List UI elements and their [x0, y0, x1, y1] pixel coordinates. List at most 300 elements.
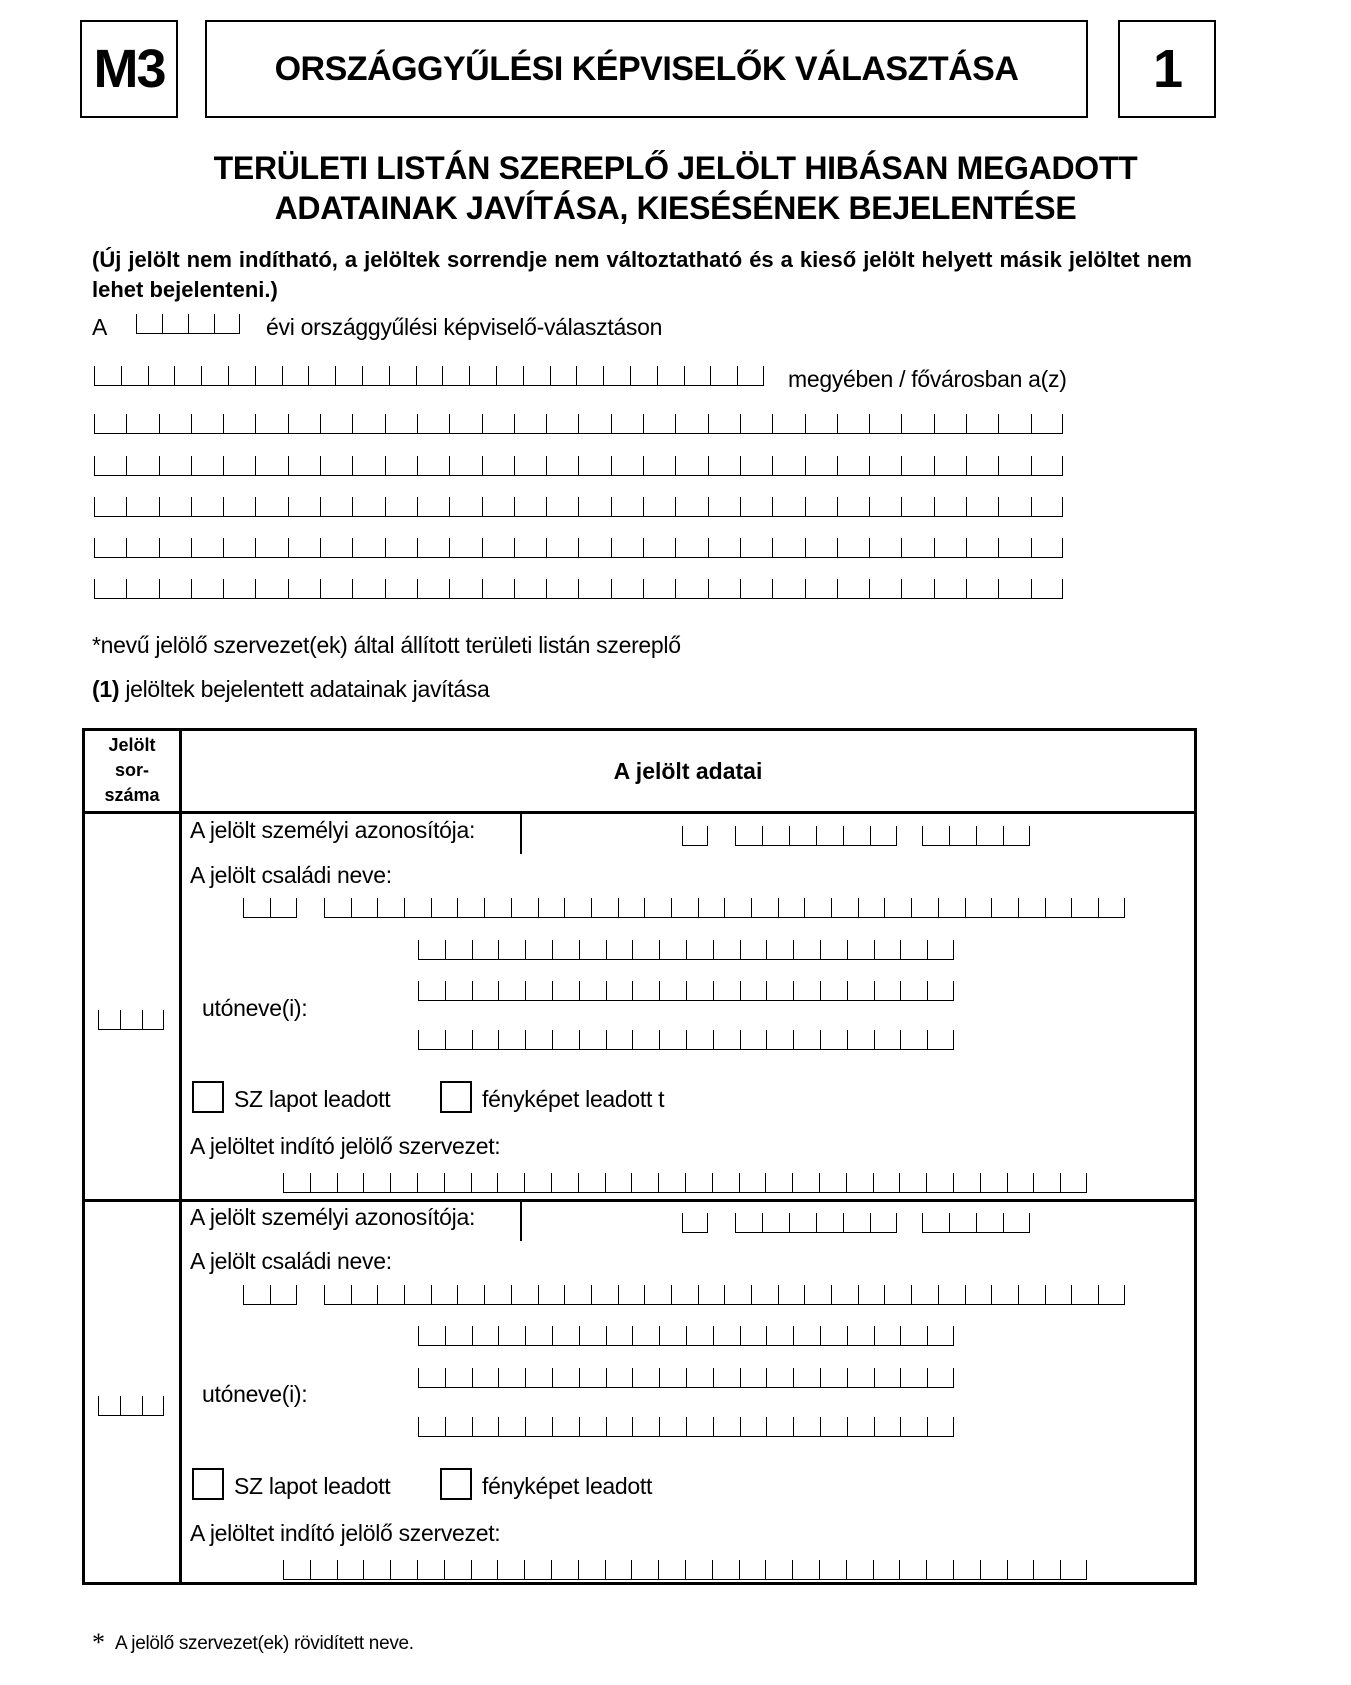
character-cell[interactable] — [552, 1417, 579, 1437]
character-cell[interactable] — [901, 456, 933, 476]
character-cell[interactable] — [712, 1560, 739, 1580]
character-cell[interactable] — [644, 898, 671, 918]
character-cell[interactable] — [740, 1030, 767, 1050]
character-cell[interactable] — [926, 1560, 953, 1580]
candidate-2-id-input-c[interactable] — [922, 1213, 1030, 1233]
character-cell[interactable] — [578, 1173, 605, 1193]
character-cell[interactable] — [94, 538, 126, 558]
character-cell[interactable] — [686, 1030, 713, 1050]
character-cell[interactable] — [805, 579, 837, 599]
candidate-1-id-input-c[interactable] — [922, 826, 1030, 846]
candidate-2-photo-checkbox[interactable] — [440, 1468, 472, 1500]
character-cell[interactable] — [631, 1560, 658, 1580]
character-cell[interactable] — [603, 366, 630, 386]
character-cell[interactable] — [469, 366, 496, 386]
character-cell[interactable] — [965, 1285, 992, 1305]
character-cell[interactable] — [94, 497, 126, 517]
county-input[interactable] — [94, 366, 764, 386]
character-cell[interactable] — [772, 456, 804, 476]
character-cell[interactable] — [820, 1417, 847, 1437]
character-cell[interactable] — [671, 898, 698, 918]
character-cell[interactable] — [404, 898, 431, 918]
character-cell[interactable] — [643, 497, 675, 517]
character-cell[interactable] — [1007, 1173, 1034, 1193]
character-cell[interactable] — [472, 1030, 499, 1050]
character-cell[interactable] — [611, 538, 643, 558]
character-cell[interactable] — [618, 1285, 645, 1305]
character-cell[interactable] — [1098, 898, 1125, 918]
character-cell[interactable] — [201, 366, 228, 386]
character-cell[interactable] — [576, 366, 603, 386]
character-cell[interactable] — [991, 898, 1018, 918]
character-cell[interactable] — [740, 1417, 767, 1437]
character-cell[interactable] — [611, 414, 643, 434]
character-cell[interactable] — [837, 456, 869, 476]
character-cell[interactable] — [874, 940, 901, 960]
character-cell[interactable] — [805, 414, 837, 434]
character-cell[interactable] — [632, 1030, 659, 1050]
character-cell[interactable] — [352, 538, 384, 558]
candidate-2-sz-checkbox[interactable] — [192, 1468, 224, 1500]
character-cell[interactable] — [142, 1010, 164, 1030]
character-cell[interactable] — [874, 1326, 901, 1346]
character-cell[interactable] — [223, 456, 255, 476]
character-cell[interactable] — [471, 1173, 498, 1193]
character-cell[interactable] — [310, 1560, 337, 1580]
character-cell[interactable] — [846, 1173, 873, 1193]
character-cell[interactable] — [385, 414, 417, 434]
character-cell[interactable] — [418, 1326, 445, 1346]
character-cell[interactable] — [1071, 898, 1098, 918]
character-cell[interactable] — [632, 1368, 659, 1388]
candidate-2-given-input-2[interactable] — [418, 1368, 954, 1388]
character-cell[interactable] — [498, 1030, 525, 1050]
candidate-1-given-input-1[interactable] — [418, 940, 954, 960]
character-cell[interactable] — [484, 1285, 511, 1305]
character-cell[interactable] — [514, 538, 546, 558]
character-cell[interactable] — [934, 497, 966, 517]
character-cell[interactable] — [538, 898, 565, 918]
character-cell[interactable] — [243, 1285, 270, 1305]
character-cell[interactable] — [805, 497, 837, 517]
character-cell[interactable] — [255, 456, 287, 476]
character-cell[interactable] — [445, 1326, 472, 1346]
character-cell[interactable] — [579, 1417, 606, 1437]
character-cell[interactable] — [578, 414, 610, 434]
character-cell[interactable] — [606, 1030, 633, 1050]
character-cell[interactable] — [927, 1030, 954, 1050]
character-cell[interactable] — [418, 1030, 445, 1050]
character-cell[interactable] — [998, 579, 1030, 599]
character-cell[interactable] — [511, 1285, 538, 1305]
character-cell[interactable] — [900, 1326, 927, 1346]
character-cell[interactable] — [966, 579, 998, 599]
character-cell[interactable] — [1031, 497, 1063, 517]
character-cell[interactable] — [934, 579, 966, 599]
character-cell[interactable] — [934, 456, 966, 476]
character-cell[interactable] — [255, 579, 287, 599]
character-cell[interactable] — [606, 1368, 633, 1388]
character-cell[interactable] — [820, 1368, 847, 1388]
character-cell[interactable] — [310, 1173, 337, 1193]
character-cell[interactable] — [174, 366, 201, 386]
character-cell[interactable] — [870, 1213, 897, 1233]
character-cell[interactable] — [927, 1368, 954, 1388]
character-cell[interactable] — [671, 1285, 698, 1305]
character-cell[interactable] — [191, 414, 223, 434]
character-cell[interactable] — [820, 1326, 847, 1346]
character-cell[interactable] — [713, 1326, 740, 1346]
character-cell[interactable] — [766, 1368, 793, 1388]
character-cell[interactable] — [498, 940, 525, 960]
character-cell[interactable] — [724, 898, 751, 918]
character-cell[interactable] — [363, 1560, 390, 1580]
character-cell[interactable] — [482, 456, 514, 476]
character-cell[interactable] — [998, 538, 1030, 558]
organization-name-input-2[interactable] — [94, 456, 1063, 476]
character-cell[interactable] — [497, 1560, 524, 1580]
character-cell[interactable] — [1033, 1173, 1060, 1193]
character-cell[interactable] — [938, 898, 965, 918]
character-cell[interactable] — [288, 538, 320, 558]
character-cell[interactable] — [739, 1173, 766, 1193]
character-cell[interactable] — [643, 414, 675, 434]
year-input[interactable] — [136, 314, 240, 334]
character-cell[interactable] — [444, 1173, 471, 1193]
character-cell[interactable] — [498, 1417, 525, 1437]
character-cell[interactable] — [94, 456, 126, 476]
character-cell[interactable] — [288, 497, 320, 517]
character-cell[interactable] — [417, 538, 449, 558]
character-cell[interactable] — [496, 366, 523, 386]
character-cell[interactable] — [449, 579, 481, 599]
character-cell[interactable] — [148, 366, 175, 386]
character-cell[interactable] — [766, 1326, 793, 1346]
character-cell[interactable] — [686, 940, 713, 960]
character-cell[interactable] — [874, 1030, 901, 1050]
character-cell[interactable] — [911, 1285, 938, 1305]
character-cell[interactable] — [188, 314, 214, 334]
character-cell[interactable] — [991, 1285, 1018, 1305]
character-cell[interactable] — [578, 1560, 605, 1580]
character-cell[interactable] — [976, 1213, 1003, 1233]
character-cell[interactable] — [191, 538, 223, 558]
character-cell[interactable] — [911, 898, 938, 918]
character-cell[interactable] — [121, 366, 148, 386]
character-cell[interactable] — [686, 981, 713, 1001]
character-cell[interactable] — [685, 1173, 712, 1193]
character-cell[interactable] — [1060, 1173, 1087, 1193]
character-cell[interactable] — [708, 456, 740, 476]
character-cell[interactable] — [98, 1396, 120, 1416]
character-cell[interactable] — [843, 826, 870, 846]
character-cell[interactable] — [805, 456, 837, 476]
character-cell[interactable] — [416, 366, 443, 386]
character-cell[interactable] — [417, 1173, 444, 1193]
character-cell[interactable] — [766, 1030, 793, 1050]
character-cell[interactable] — [159, 538, 191, 558]
character-cell[interactable] — [965, 898, 992, 918]
character-cell[interactable] — [445, 1368, 472, 1388]
character-cell[interactable] — [136, 314, 162, 334]
character-cell[interactable] — [998, 456, 1030, 476]
character-cell[interactable] — [578, 456, 610, 476]
character-cell[interactable] — [472, 1326, 499, 1346]
character-cell[interactable] — [552, 1030, 579, 1050]
character-cell[interactable] — [938, 1285, 965, 1305]
character-cell[interactable] — [847, 1368, 874, 1388]
character-cell[interactable] — [472, 1368, 499, 1388]
character-cell[interactable] — [792, 1173, 819, 1193]
character-cell[interactable] — [579, 981, 606, 1001]
character-cell[interactable] — [675, 538, 707, 558]
character-cell[interactable] — [223, 414, 255, 434]
character-cell[interactable] — [484, 898, 511, 918]
character-cell[interactable] — [927, 940, 954, 960]
candidate-1-id-input-b[interactable] — [735, 826, 897, 846]
character-cell[interactable] — [1045, 898, 1072, 918]
character-cell[interactable] — [751, 898, 778, 918]
character-cell[interactable] — [766, 1417, 793, 1437]
character-cell[interactable] — [858, 1285, 885, 1305]
character-cell[interactable] — [471, 1560, 498, 1580]
candidate-1-sequence-input[interactable] — [98, 1010, 164, 1030]
character-cell[interactable] — [793, 940, 820, 960]
character-cell[interactable] — [498, 981, 525, 1001]
character-cell[interactable] — [444, 1560, 471, 1580]
character-cell[interactable] — [288, 579, 320, 599]
character-cell[interactable] — [525, 1030, 552, 1050]
character-cell[interactable] — [658, 1173, 685, 1193]
candidate-1-org-input[interactable] — [283, 1173, 1087, 1193]
character-cell[interactable] — [874, 1368, 901, 1388]
character-cell[interactable] — [120, 1010, 142, 1030]
character-cell[interactable] — [740, 538, 772, 558]
character-cell[interactable] — [320, 456, 352, 476]
character-cell[interactable] — [445, 940, 472, 960]
character-cell[interactable] — [482, 414, 514, 434]
character-cell[interactable] — [901, 538, 933, 558]
character-cell[interactable] — [126, 579, 158, 599]
character-cell[interactable] — [417, 1560, 444, 1580]
character-cell[interactable] — [740, 940, 767, 960]
character-cell[interactable] — [698, 898, 725, 918]
character-cell[interactable] — [579, 1326, 606, 1346]
character-cell[interactable] — [675, 414, 707, 434]
character-cell[interactable] — [659, 940, 686, 960]
character-cell[interactable] — [1031, 538, 1063, 558]
character-cell[interactable] — [159, 497, 191, 517]
character-cell[interactable] — [457, 898, 484, 918]
character-cell[interactable] — [858, 898, 885, 918]
character-cell[interactable] — [579, 940, 606, 960]
character-cell[interactable] — [869, 538, 901, 558]
character-cell[interactable] — [523, 366, 550, 386]
character-cell[interactable] — [377, 1285, 404, 1305]
character-cell[interactable] — [417, 579, 449, 599]
character-cell[interactable] — [270, 1285, 297, 1305]
candidate-2-title-input[interactable] — [243, 1285, 297, 1305]
character-cell[interactable] — [320, 538, 352, 558]
character-cell[interactable] — [789, 1213, 816, 1233]
character-cell[interactable] — [740, 456, 772, 476]
character-cell[interactable] — [591, 898, 618, 918]
character-cell[interactable] — [514, 497, 546, 517]
character-cell[interactable] — [546, 414, 578, 434]
character-cell[interactable] — [418, 1368, 445, 1388]
character-cell[interactable] — [352, 579, 384, 599]
character-cell[interactable] — [1033, 1560, 1060, 1580]
character-cell[interactable] — [713, 940, 740, 960]
character-cell[interactable] — [351, 898, 378, 918]
character-cell[interactable] — [578, 497, 610, 517]
candidate-2-given-input-1[interactable] — [418, 1326, 954, 1346]
character-cell[interactable] — [772, 579, 804, 599]
character-cell[interactable] — [901, 497, 933, 517]
character-cell[interactable] — [482, 579, 514, 599]
character-cell[interactable] — [472, 981, 499, 1001]
character-cell[interactable] — [552, 940, 579, 960]
character-cell[interactable] — [657, 366, 684, 386]
character-cell[interactable] — [223, 579, 255, 599]
candidate-2-org-input[interactable] — [283, 1560, 1087, 1580]
character-cell[interactable] — [900, 1368, 927, 1388]
character-cell[interactable] — [377, 898, 404, 918]
character-cell[interactable] — [659, 1030, 686, 1050]
character-cell[interactable] — [816, 1213, 843, 1233]
character-cell[interactable] — [792, 1560, 819, 1580]
character-cell[interactable] — [980, 1560, 1007, 1580]
character-cell[interactable] — [682, 1213, 708, 1233]
character-cell[interactable] — [927, 1417, 954, 1437]
character-cell[interactable] — [772, 538, 804, 558]
character-cell[interactable] — [831, 1285, 858, 1305]
character-cell[interactable] — [605, 1560, 632, 1580]
character-cell[interactable] — [949, 1213, 976, 1233]
organization-name-input-3[interactable] — [94, 497, 1063, 517]
character-cell[interactable] — [352, 414, 384, 434]
organization-name-input-1[interactable] — [94, 414, 1063, 434]
character-cell[interactable] — [682, 826, 708, 846]
character-cell[interactable] — [998, 414, 1030, 434]
character-cell[interactable] — [778, 1285, 805, 1305]
character-cell[interactable] — [579, 1030, 606, 1050]
character-cell[interactable] — [934, 538, 966, 558]
character-cell[interactable] — [94, 366, 121, 386]
character-cell[interactable] — [766, 981, 793, 1001]
character-cell[interactable] — [712, 1173, 739, 1193]
character-cell[interactable] — [772, 497, 804, 517]
character-cell[interactable] — [404, 1285, 431, 1305]
character-cell[interactable] — [805, 538, 837, 558]
character-cell[interactable] — [472, 1417, 499, 1437]
character-cell[interactable] — [632, 940, 659, 960]
character-cell[interactable] — [708, 497, 740, 517]
character-cell[interactable] — [191, 579, 223, 599]
character-cell[interactable] — [605, 1173, 632, 1193]
character-cell[interactable] — [418, 1417, 445, 1437]
character-cell[interactable] — [142, 1396, 164, 1416]
character-cell[interactable] — [159, 414, 191, 434]
character-cell[interactable] — [837, 579, 869, 599]
character-cell[interactable] — [498, 1326, 525, 1346]
character-cell[interactable] — [618, 898, 645, 918]
character-cell[interactable] — [551, 1560, 578, 1580]
character-cell[interactable] — [449, 414, 481, 434]
character-cell[interactable] — [708, 579, 740, 599]
character-cell[interactable] — [578, 579, 610, 599]
character-cell[interactable] — [482, 497, 514, 517]
character-cell[interactable] — [869, 579, 901, 599]
character-cell[interactable] — [472, 940, 499, 960]
character-cell[interactable] — [352, 456, 384, 476]
character-cell[interactable] — [514, 579, 546, 599]
character-cell[interactable] — [740, 981, 767, 1001]
character-cell[interactable] — [94, 579, 126, 599]
character-cell[interactable] — [511, 898, 538, 918]
candidate-2-family-input[interactable] — [324, 1285, 1125, 1305]
character-cell[interactable] — [884, 898, 911, 918]
character-cell[interactable] — [869, 414, 901, 434]
character-cell[interactable] — [643, 538, 675, 558]
character-cell[interactable] — [869, 497, 901, 517]
character-cell[interactable] — [417, 414, 449, 434]
character-cell[interactable] — [538, 1285, 565, 1305]
character-cell[interactable] — [159, 579, 191, 599]
character-cell[interactable] — [698, 1285, 725, 1305]
character-cell[interactable] — [126, 414, 158, 434]
character-cell[interactable] — [632, 1326, 659, 1346]
character-cell[interactable] — [927, 981, 954, 1001]
character-cell[interactable] — [1018, 1285, 1045, 1305]
character-cell[interactable] — [1045, 1285, 1072, 1305]
character-cell[interactable] — [611, 579, 643, 599]
character-cell[interactable] — [819, 1173, 846, 1193]
character-cell[interactable] — [449, 538, 481, 558]
character-cell[interactable] — [630, 366, 657, 386]
character-cell[interactable] — [1031, 414, 1063, 434]
character-cell[interactable] — [324, 898, 351, 918]
character-cell[interactable] — [552, 1368, 579, 1388]
character-cell[interactable] — [804, 898, 831, 918]
character-cell[interactable] — [1031, 579, 1063, 599]
character-cell[interactable] — [431, 1285, 458, 1305]
character-cell[interactable] — [445, 1417, 472, 1437]
character-cell[interactable] — [324, 1285, 351, 1305]
character-cell[interactable] — [710, 366, 737, 386]
candidate-1-title-input[interactable] — [243, 898, 297, 918]
character-cell[interactable] — [1071, 1285, 1098, 1305]
character-cell[interactable] — [1003, 826, 1030, 846]
character-cell[interactable] — [793, 981, 820, 1001]
character-cell[interactable] — [789, 826, 816, 846]
character-cell[interactable] — [847, 1417, 874, 1437]
character-cell[interactable] — [643, 579, 675, 599]
character-cell[interactable] — [847, 940, 874, 960]
character-cell[interactable] — [900, 1417, 927, 1437]
character-cell[interactable] — [837, 538, 869, 558]
character-cell[interactable] — [900, 981, 927, 1001]
character-cell[interactable] — [751, 1285, 778, 1305]
character-cell[interactable] — [684, 366, 711, 386]
character-cell[interactable] — [552, 1326, 579, 1346]
character-cell[interactable] — [739, 1560, 766, 1580]
character-cell[interactable] — [497, 1173, 524, 1193]
character-cell[interactable] — [899, 1560, 926, 1580]
character-cell[interactable] — [546, 538, 578, 558]
character-cell[interactable] — [1098, 1285, 1125, 1305]
candidate-2-id-input-b[interactable] — [735, 1213, 897, 1233]
